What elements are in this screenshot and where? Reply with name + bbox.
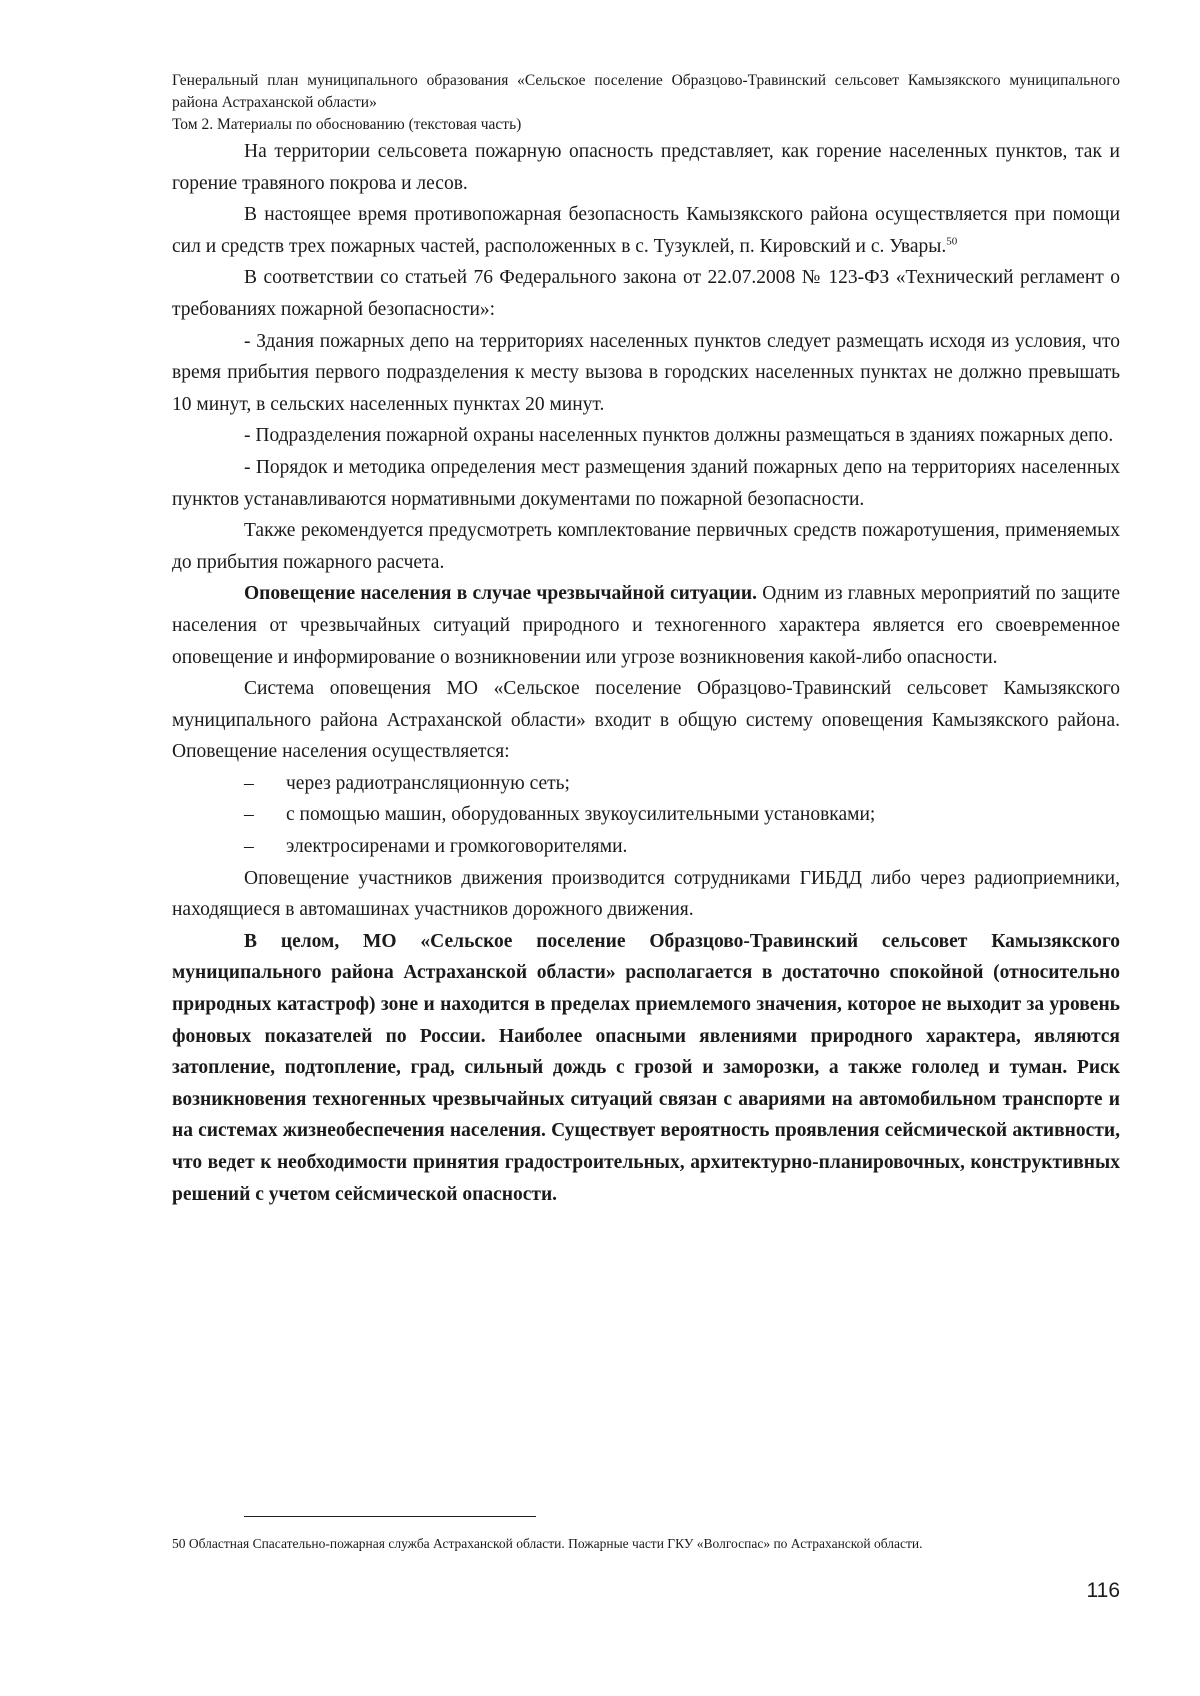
list-item-text: с помощью машин, оборудованных звукоусилительными установками; [286,804,876,826]
paragraph-warning-rest: Одним из главных мероприятий по защите населения от чрезвычайных ситуаций природного и техногенного характера является его своевременное оповещение и информирование о возникновении или угрозе возникновения какой-либо опасности. [172,583,1120,668]
list-item-text: через радиотрансляционную сеть; [286,772,570,794]
paragraph-depot-methodology: - Порядок и методика определения мест размещения зданий пожарных депо на территориях населенных пунктов устанавливаются нормативными документами по пожарной безопасности. [172,456,1120,510]
paragraph-fire-danger: На территории сельсовета пожарную опасность представляет, как горение населенных пунктов, так и горение травяного покрова и лесов. [172,141,1120,194]
document-page [172,70,1120,1210]
paragraph-primary-equipment: Также рекомендуется предусмотреть комплектование первичных средств пожаротушения, применяемых до прибытия пожарного расчета. [172,520,1120,573]
paragraph-fire-units [172,199,1120,262]
list-dash: – [244,836,254,858]
paragraph-warning-system: Система оповещения МО «Сельское поселение Образцово-Травинский сельсовет Камызякского муниципального района Астраханской области» входит в общую систему оповещения Камызякского района. Оповещение населения осуществляется: [172,678,1120,763]
warning-methods-list [172,768,1120,863]
running-header [172,70,1120,136]
header-volume: Том 2. Материалы по обоснованию (текстовая часть) [172,116,522,133]
paragraph-federal-law: В соответствии со статьей 76 Федерального закона от 22.07.2008 № 123-ФЗ «Технический регламент о требованиях пожарной безопасности»: [172,267,1120,320]
paragraph-fire-guard-units: - Подразделения пожарной охраны населенных пунктов должны размещаться в зданиях пожарных депо. [244,425,1114,447]
list-item [172,768,1120,800]
list-item-text: электросиренами и громкоговорителями. [286,836,628,858]
paragraph-fire-units-text: В настоящее время противопожарная безопасность Камызякского района осуществляется при помощи сил и средств трех пожарных частей, расположенных в с. Тузуклей, п. Кировский и с. Увары. [172,204,1120,257]
footnote-separator [244,1516,536,1517]
body-text [172,136,1120,1210]
footnote-reference[interactable]: 50 [946,235,958,248]
paragraph-traffic-warning: Оповещение участников движения производится сотрудниками ГИБДД либо через радиоприемники, находящиеся в автомашинах участников дорожного движения. [172,867,1120,921]
paragraph-depot-placement: - Здания пожарных депо на территориях населенных пунктов следует размещать исходя из условия, что время прибытия первого подразделения к месту вызова в городских населенных пунктах не должно превышать 10 минут, в сельских населенных пунктах 20 минут. [172,330,1120,415]
page-number: 116 [1086,1579,1120,1602]
paragraph-warning-population [172,578,1120,673]
list-dash: – [244,772,254,794]
list-item [172,799,1120,831]
header-title: Генеральный план муниципального образования «Сельское поселение Образцово-Травинский сельсовет Камызякского муниципального района Астраханской области» [172,72,1120,111]
paragraph-summary: В целом, МО «Сельское поселение Образцово-Травинский сельсовет Камызякского муниципального района Астраханской области» располагается в достаточно спокойной (относительно природных катастроф) зоне и находится в пределах приемлемого значения, которое не выходит за уровень фоновых показателей по России. Наиболее опасными явлениями природного характера, являются затопление, подтопление, град, сильный дождь с грозой и заморозки, а также гололед и туман. Риск возникновения техногенных чрезвычайных ситуаций связан с авариями на автомобильном транспорте и на системах жизнеобеспечения населения. Существует вероятность проявления сейсмической активности, что ведет к необходимости принятия градостроительных, архитектурно-планировочных, конструктивных решений с учетом сейсмической опасности. [172,930,1120,1205]
paragraph-warning-lead: Оповещение населения в случае чрезвычайной ситуации. [244,583,757,605]
footnote-50: 50 Областная Спасательно-пожарная служба Астраханской области. Пожарные части ГКУ «Волгоспас» по Астраханской области. [172,1536,923,1551]
list-dash: – [244,804,254,826]
list-item [172,831,1120,863]
